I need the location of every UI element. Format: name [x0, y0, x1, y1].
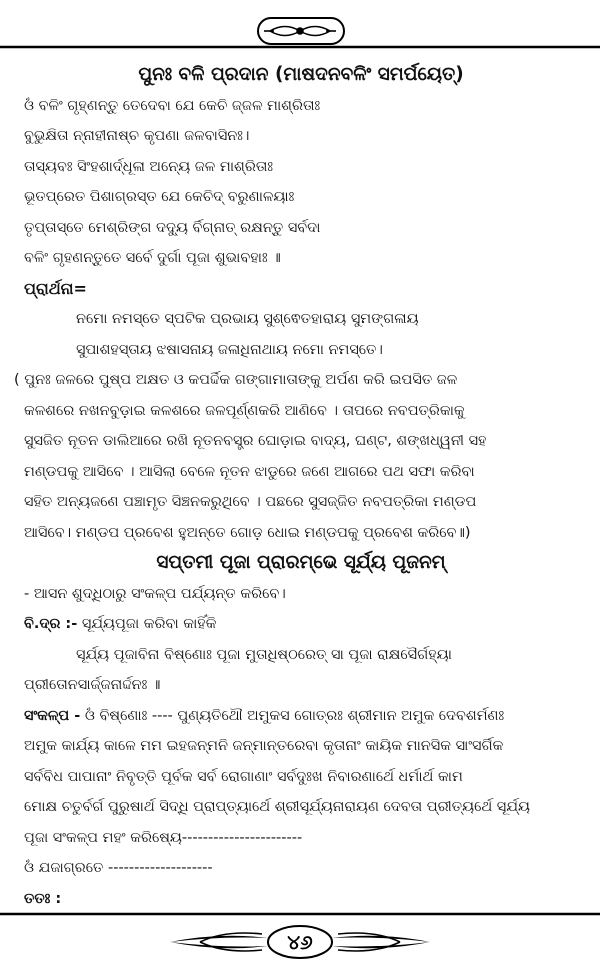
verse-line: ବୁଭୁକ୍ଷିତା ନ୍ନାହୀନାଷ୍ଚ କୃପଣା ଜଳବାସିନଃ।: [24, 128, 250, 144]
sankalpa-body-line: ମୋକ୍ଷ ଚତୁର୍ବର୍ଗ ପୁରୁଷାର୍ଥ ସିଦ୍ଧି ପ୍ରାପ୍ତ୍ୟାର୍ଥେ ଶ୍ରୀସୂର୍ଯ୍ୟନାରାୟଣ ଦେବତା ପ୍ରୀତ୍ୟର୍ଥେ ସୂର୍ଯ୍ୟ: [24, 799, 530, 815]
sankalpa-body-line: ପୂଜା ସଂକଳ୍ପ ମହଂ କରିଷ୍ୟେ-----------------------: [24, 829, 303, 846]
verse-line: ଓଁ ବଳିଂ ଗୃହ୍ଣନ୍ତୁ ତେଦେବା ଯେ କେଚି ଜ୍ଜଳ ମାଶ୍ରିତାଃ: [24, 97, 321, 114]
prarthana-line: ନମୋ ନମସ୍ତେ ସ୍ପଟିକ ପ୍ରଭାୟ ସୁଶ୍ଵେତହାରାୟ ସୁମଙ୍ଗଳାୟ: [76, 311, 419, 327]
verse-line: ତାସ୍ୟବଃ ସିଂହଶାର୍ଦ୍ଧୂଳା ଅନ୍ୟେ ଜଳ ମାଶ୍ରିତାଃ: [24, 158, 273, 175]
heading-bali-pradana: ପୁନଃ ବଳି ପ୍ରଦାନ (ମାଷଦନବଳିଂ ସମର୍ପୟେତ୍): [138, 64, 464, 85]
note-text: ସୂର୍ଯ୍ୟପୂଜା କରିବା କାହିଁକି: [81, 616, 217, 632]
sankalpa-body-line: ଅମୁକ କାର୍ଯ୍ୟ କାଳେ ମମ ଇହଜନ୍ମନି ଜନ୍ମାନ୍ତରେବା କୃତାନାଂ କାୟିକ ମାନସିକ ସାଂସର୍ଗିକ: [24, 738, 504, 754]
verse-line: ତୃପ୍ତାସ୍ତେ ମେଶ୍ରିଙ୍ଗ ଦଦ୍ୟୁ ର୍ବିଗ୍ନାତ୍ ରକ୍ଷନ୍ତୁ ସର୍ବଦା: [24, 219, 321, 236]
page-number: ୪୬: [287, 930, 313, 954]
instruction-line: ସହିତ ଅନ୍ୟଜଣେ ପଞ୍ଚାମୃତ ସିଞ୍ଚନକରୁଥିବେ । ପଛରେ ସୁସଜ୍ଜିତ ନବପତ୍ରିକା ମଣ୍ଡପ: [24, 494, 477, 510]
sankalpa-label: ସଂକଳ୍ପ -: [24, 707, 81, 724]
prarthana-line: ସୁପାଶହସ୍ତାୟ ଝଷାସନାୟ ଜଳାଧିନାଥାୟ ନମୋ ନମସ୍ତେ।: [76, 341, 383, 358]
page-content: [14, 60, 588, 914]
verse-line: ବଳିଂ ଗୃହଣନ୍ତୁତେ ସର୍ବେ ଦୁର୍ଗା ପୂଜା ଶୁଭାବହାଃ ॥: [24, 250, 281, 266]
sankalpa-line: [14, 701, 588, 732]
instruction-line: ( ପୁନଃ ଜଳରେ ପୁଷ୍ପ ଅକ୍ଷତ ଓ କପର୍ଦ୍ଦିକ ଗଙ୍ଗାମାତାଙ୍କୁ ଅର୍ପଣ କରି ଇପସିତ ଜଳ: [14, 372, 458, 388]
sankalpa-body-line: ଓଁ ଯଜାଗ୍ରତେ --------------------: [24, 860, 213, 876]
instruction-line: ଆସିବେ। ମଣ୍ଡପ ପ୍ରବେଶ ହୁଅନ୍ତେ ଗୋଡ଼ ଧୋଇ ମଣ୍ଡପକୁ ପ୍ରବେଶ କରିବେ॥): [24, 524, 471, 541]
prarthana-label: ପ୍ରାର୍ଥନା=: [24, 278, 87, 298]
sankalpa-first-line: ଓଁ ବିଷ୍ଣୋଃ ---- ପୁଣ୍ୟତିଥୌ ଅମୁକସ ଗୋତ୍ରଃ ଶ୍ରୀମାନ ଅମୁକ ଦେବଶର୍ମଣଃ: [84, 707, 505, 724]
note-line: [14, 609, 588, 640]
heading-saptami-puja: ସପ୍ତମୀ ପୂଜା ପ୍ରାରମ୍ଭେ ସୂର୍ଯ୍ୟ ପୂଜନମ୍: [156, 552, 446, 573]
instruction-line: କଳଶରେ ନଖନବୁଡ଼ାଇ କଳଶରେ ଜଳପୂର୍ଣ୍ଣକରି ଆଣିବେ । ତାପରେ ନବପତ୍ରିକାକୁ: [24, 402, 465, 419]
asana-line: - ଆସନ ଶୁଦ୍ଧିଠାରୁ ସଂକଳ୍ପ ପର୍ଯ୍ୟନ୍ତ କରିବେ।: [24, 585, 286, 602]
tatah-line: ତତଃ :: [24, 890, 62, 907]
note-body-line: ସୂର୍ଯ୍ୟ ପୂଜାବିନା ବିଷ୍ଣୋଃ ପୂଜା ମୁତାଧିଷ୍ଠରେତ୍ ସା ପୂଜା ରାକ୍ଷସୈର୍ଗହ୍ୟା: [76, 646, 452, 663]
sankalpa-body-line: ସର୍ବବିଧ ପାପାନାଂ ନିବୃତ୍ତି ପୂର୍ବକ ସର୍ବ ରୋଗାଣାଂ ସର୍ବଦୁଃଖ ନିବାରଣାର୍ଥେ ଧର୍ମାର୍ଥ କାମ: [24, 768, 463, 785]
note-label: ବି.ଦ୍ର :-: [24, 616, 78, 632]
instruction-line: ମଣ୍ଡପକୁ ଆସିବେ । ଆସିଲା ବେଳେ ନୂତନ ଝାଡୁରେ ଜଣେ ଆଗରେ ପଥ ସଫା କରିବା: [24, 463, 475, 480]
note-body-line: ପ୍ରୀତୋନସାର୍ଜ୍ଜନାର୍ଦ୍ଦନଃ ॥: [24, 677, 161, 693]
instruction-line: ସୁସଜିତ ନୂତନ ଡାଲିଆରେ ରଖି ନୂତନବସ୍ତ୍ର ଘୋଡ଼ାଇ ବାଦ୍ୟ, ଘଣ୍ଟ, ଶଙ୍ଖଧ୍ୱନୀ ସହ: [24, 433, 487, 449]
verse-line: ଭୂତପ୍ରେତ ପିଶାଗ୍ରସ୍ତ ଯେ କେଚିଦ୍ ବରୁଣାଳୟାଃ: [24, 189, 295, 205]
top-ornament: [0, 8, 600, 58]
